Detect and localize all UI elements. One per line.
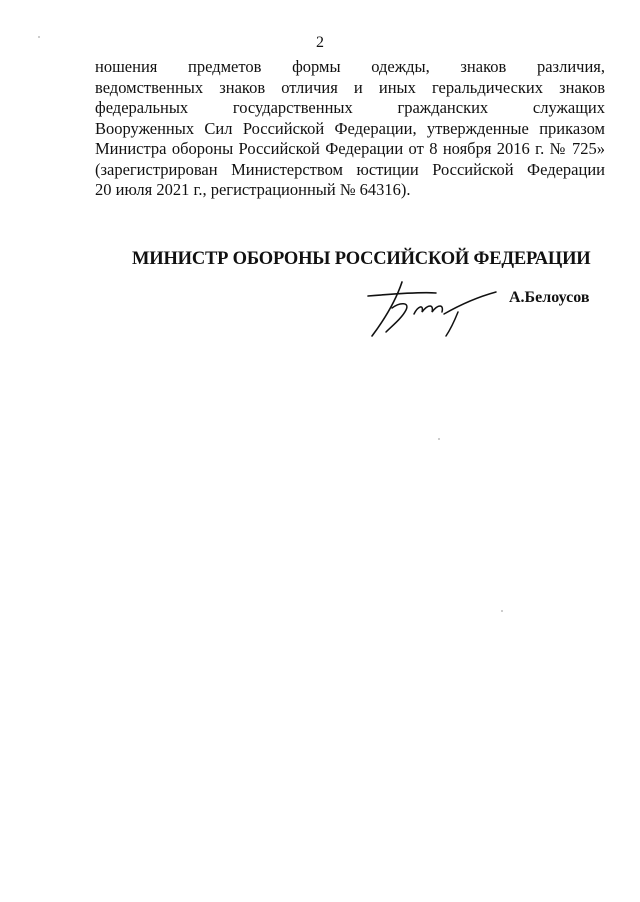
body-line-6: (зарегистрирован Министерством юстиции Российской Федерации <box>95 159 605 179</box>
body-line-1: ношения предметов формы одежды, знаков различия, <box>95 57 605 76</box>
body-line-3: федеральных государственных гражданских служащих <box>95 98 605 117</box>
signature-stroke-loop <box>386 304 407 332</box>
signer-name: А.Белоусов <box>509 289 590 306</box>
scan-speck <box>501 610 503 612</box>
handwritten-signature <box>362 272 502 342</box>
signature-stroke-top <box>368 293 436 296</box>
scan-speck <box>38 36 40 38</box>
body-line-5: Министра обороны Российской Федерации от 8 ноября 2016 г. № 725» <box>95 139 605 158</box>
signature-stroke-tail <box>444 292 496 336</box>
signature-stroke-down <box>372 282 402 336</box>
scan-speck <box>438 438 440 440</box>
body-paragraph <box>95 57 605 201</box>
body-line-2: ведомственных знаков отличия и иных геральдических знаков <box>95 77 605 97</box>
body-line-7: 20 июля 2021 г., регистрационный № 64316). <box>95 180 411 199</box>
signatory-title: МИНИСТР ОБОРОНЫ РОССИЙСКОЙ ФЕДЕРАЦИИ <box>132 249 591 269</box>
body-line-4: Вооруженных Сил Российской Федерации, утвержденные приказом <box>95 118 605 138</box>
signature-stroke-wave <box>414 306 442 314</box>
page-number: 2 <box>316 34 324 51</box>
